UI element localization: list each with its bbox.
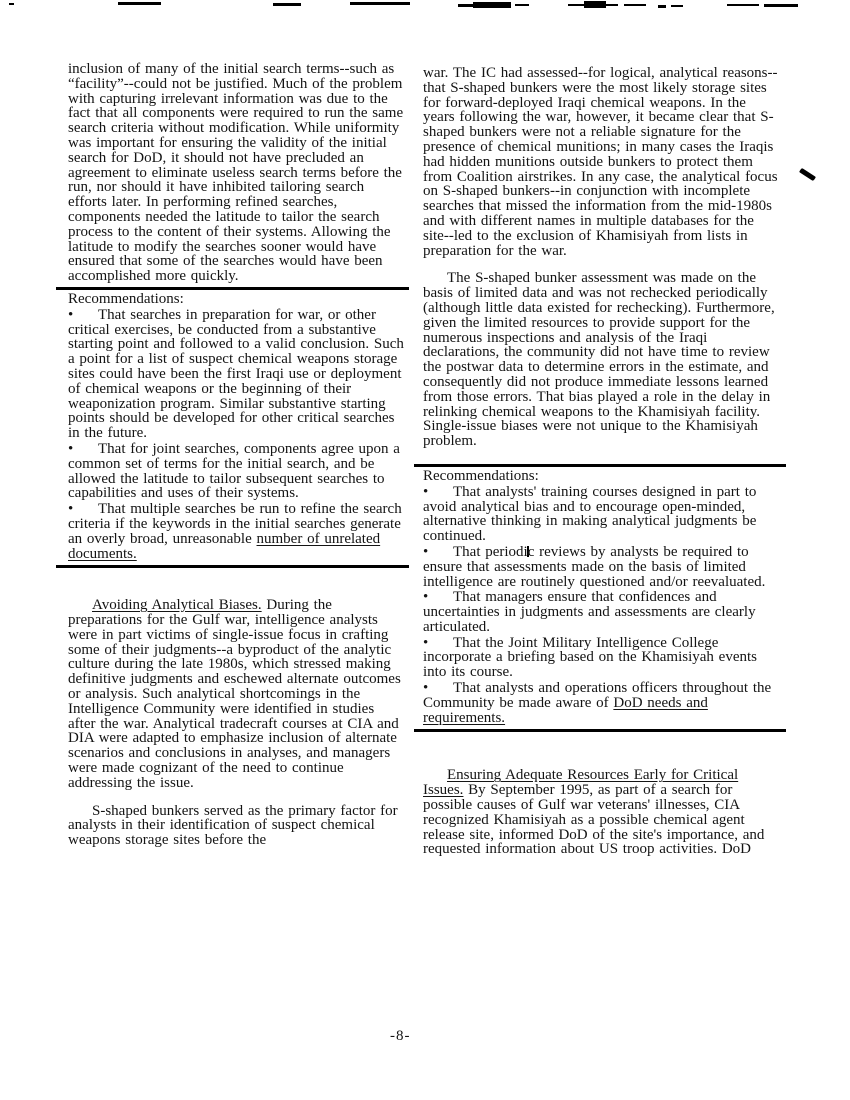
recommendation-text-underlined: DoD needs and requirements. — [423, 694, 708, 726]
body-paragraph: The S-shaped bunker assessment was made on the basis of limited data and was not rechecked periodically (although little data existed for rechecking). Furthermore, given the limited resources to provide support for the numerous inspections and analysis of the Iraqi declarations, the community did not have time to review the postwar data to determine errors in the estimate, and consequently did not produce immediate lessons learned from those errors. That bias played a role in the delay in relinking chemical weapons to the Khamisiyah facility. Single-issue biases were not unique to the Khamisiyah problem. — [423, 270, 775, 450]
body-paragraph: war. The IC had assessed--for logical, analytical reasons--that S-shaped bunkers were the most likely storage sites for forward-deployed Iraqi chemical weapons. In the years following the war, however, it became clear that S-shaped bunkers were not a reliable signature for the presence of chemical munitions; in many cases the Iraqis had hidden munitions outside bunkers to protect them from Coalition airstrikes. In any case, the analytical focus on S-shaped bunkers--in conjunction with incomplete searches that missed the information from the mid-1980s and with different names in multiple databases for the site--led to the exclusion of Khamisiyah from lists in preparation for the war. — [423, 65, 778, 259]
recommendation-text: That the Joint Military Intelligence College incorporate a briefing based on the Khamisiyah events into its course. — [423, 634, 757, 681]
recommendation-text-underlined: number of unrelated documents. — [68, 530, 381, 562]
recommendation-item — [423, 590, 781, 634]
scan-artifact — [584, 1, 606, 8]
scan-artifact — [671, 5, 683, 7]
recommendation-item — [423, 636, 781, 680]
section-body: During the preparations for the Gulf war, intelligence analysts were in part victims of single-issue focus in crafting some of their judgments--a byproduct of the analytic culture during the late 1980s, which stressed making definitive judgments and eschewed alternate outcomes or analysis. Such analytical shortcomings in the Intelligence Community were identified in studies after the war. Analytical tradecraft courses at CIA and DIA were adapted to emphasize inclusion of alternate scenarios and conclusions in analyses, and managers were made cognizant of the need to continue addressing the issue. — [68, 597, 401, 791]
section-body: By September 1995, as part of a search for possible causes of Gulf war veterans' illnesses, CIA recognized Khamisiyah as a possible chemical agent release site, informed DoD of the site's importance, and requested information about US troop activities. DoD — [423, 782, 765, 858]
recommendation-item — [68, 442, 404, 501]
recommendation-text: That managers ensure that confidences and uncertainties in judgments and assessments are clearly articulated. — [423, 589, 756, 635]
recommendation-item — [423, 485, 781, 544]
recommendations-bottom-rule — [56, 565, 409, 568]
recommendation-item — [68, 308, 404, 441]
scan-artifact — [350, 2, 410, 5]
page-number: -8- — [390, 1028, 411, 1044]
scan-artifact — [273, 3, 301, 6]
scan-artifact — [764, 4, 798, 7]
recommendation-text: That analysts and operations officers throughout the Community be made aware of — [423, 680, 772, 711]
left-column — [68, 62, 404, 848]
recommendation-item — [423, 545, 781, 589]
right-column — [423, 66, 781, 857]
recommendation-text: That periodic reviews by analysts be required to ensure that assessments made on the basis of limited intelligence are routinely questioned and/or reevaluated. — [423, 543, 766, 590]
section-heading: Ensuring Adequate Resources Early for Critical Issues. — [423, 767, 739, 799]
recommendation-text: That searches in preparation for war, or other critical exercises, be conducted from a substantive starting point and followed to a valid conclusion. Such a point for a list of suspect chemical weapons storage sites could have been the first Iraqi use or deployment of chemical weapons or the beginning of their weaponization program. Similar substantive starting points should be developed for other critical searches in the future. — [68, 306, 404, 442]
recommendations-top-rule — [414, 464, 786, 467]
bullet-icon: • — [423, 634, 429, 651]
scan-artifact — [624, 4, 646, 6]
bullet-icon: • — [423, 543, 429, 560]
recommendation-text: That multiple searches be run to refine the search criteria if the keywords in the initial searches generate an overly broad, unreasonable — [68, 501, 402, 547]
recommendation-text: That analysts' training courses designed in part to avoid analytical bias and to encourage open-minded, alternative thinking in making analytical judgments be continued. — [423, 483, 757, 545]
bullet-icon: • — [423, 680, 429, 697]
scan-artifact — [473, 2, 511, 8]
bullet-icon: • — [423, 483, 429, 500]
section-paragraph — [423, 768, 781, 857]
section-heading: Avoiding Analytical Biases. — [92, 597, 262, 614]
bullet-icon: • — [68, 306, 74, 323]
bullet-icon: • — [68, 440, 74, 457]
recommendation-item — [423, 681, 781, 725]
section-paragraph — [68, 598, 404, 790]
scan-artifact — [9, 3, 14, 5]
bullet-icon: • — [423, 589, 429, 606]
pen-mark-artifact — [799, 168, 816, 181]
bullet-icon: • — [68, 501, 74, 518]
recommendation-item — [68, 502, 404, 561]
recommendations-bottom-rule — [414, 729, 786, 732]
scan-artifact — [118, 2, 161, 5]
scan-artifact — [658, 5, 666, 8]
recommendations-title: Recommendations: — [68, 290, 184, 307]
recommendations-title: Recommendations: — [423, 467, 539, 484]
scan-artifact — [727, 4, 759, 6]
body-paragraph: S-shaped bunkers served as the primary factor for analysts in their identification of suspect chemical weapons storage sites before the — [68, 802, 398, 849]
recommendations-top-rule — [56, 287, 409, 290]
body-paragraph: inclusion of many of the initial search terms--such as “facility”--could not be justified. Much of the problem with capturing irrelevant information was due to the fact that all components were required to run the same search criteria without modification. While uniformity was important for ensuring the validity of the initial search for DoD, it should not have precluded an agreement to eliminate useless search terms before the run, nor should it have inhibited tailoring search efforts later. In performing refined searches, components needed the latitude to tailor the search process to the content of their systems. Allowing the latitude to modify the searches sooner would have ensured that some of the searches would have been accomplished more quickly. — [68, 61, 404, 285]
scan-artifact — [515, 4, 529, 6]
recommendation-text: That for joint searches, components agree upon a common set of terms for the initial search, and be allowed the latitude to tailor subsequent searches to capabilities and uses of their systems. — [68, 440, 400, 502]
